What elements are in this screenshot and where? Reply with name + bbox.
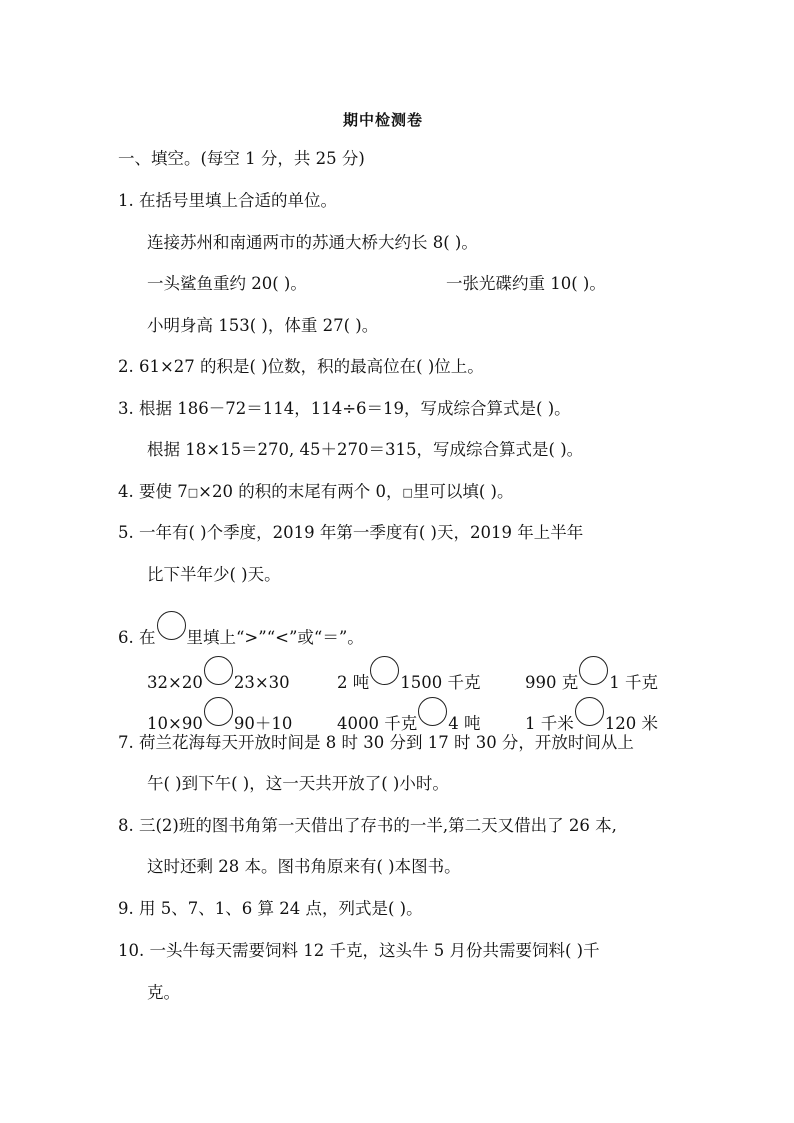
- answer-circle[interactable]: [204, 697, 233, 726]
- question-1-stem: 1. 在括号里填上合适的单位。: [118, 191, 337, 210]
- compare-left: 990 克: [525, 673, 579, 692]
- question-4-pre: 4. 要使 7: [118, 482, 188, 501]
- compare-left: 2 吨: [337, 673, 370, 692]
- question-10-line-b: 克。: [147, 983, 180, 1002]
- section-heading: 一、填空。(每空 1 分，共 25 分): [118, 149, 365, 168]
- question-5-line-b: 比下半年少( )天。: [147, 565, 281, 584]
- question-2: 2. 61×27 的积是( )位数，积的最高位在( )位上。: [118, 357, 484, 376]
- answer-circle[interactable]: [579, 656, 608, 685]
- question-6-post: 里填上“>”“<”或“＝”。: [186, 628, 364, 647]
- answer-circle[interactable]: [157, 611, 186, 640]
- answer-circle[interactable]: [575, 697, 604, 726]
- question-8-line-a: 8. 三(2)班的图书角第一天借出了存书的一半,第二天又借出了 26 本,: [118, 816, 617, 835]
- question-8-line-b: 这时还剩 28 本。图书角原来有( )本图书。: [147, 857, 461, 876]
- compare-left: 32×20: [147, 673, 203, 692]
- question-7-line-a: 7. 荷兰花海每天开放时间是 8 时 30 分到 17 时 30 分，开放时间从上: [118, 733, 634, 752]
- answer-circle[interactable]: [204, 656, 233, 685]
- compare-right: 120 米: [604, 714, 658, 733]
- compare-item: [147, 697, 292, 735]
- question-1-line-b2: 一张光碟约重 10( )。: [446, 274, 606, 293]
- question-10-line-a: 10. 一头牛每天需要饲料 12 千克，这头牛 5 月份共需要饲料( )千: [118, 941, 600, 960]
- question-1-line-a: 连接苏州和南通两市的苏通大桥大约长 8( )。: [147, 233, 478, 252]
- compare-item: [337, 656, 481, 694]
- compare-item: [147, 656, 290, 694]
- answer-circle[interactable]: [370, 656, 399, 685]
- blank-square-icon: □: [187, 486, 199, 499]
- compare-right: 90＋10: [233, 714, 293, 733]
- question-9: 9. 用 5、7、1、6 算 24 点，列式是( )。: [118, 899, 423, 918]
- compare-right: 4 吨: [448, 714, 481, 733]
- question-4-mid: ×20 的积的末尾有两个 0，: [198, 482, 403, 501]
- compare-item: [525, 697, 658, 735]
- compare-right: 23×30: [233, 673, 290, 692]
- compare-item: [525, 656, 658, 694]
- compare-left: 10×90: [147, 714, 203, 733]
- question-6-stem: [118, 611, 364, 649]
- question-4: [118, 481, 513, 504]
- question-7-line-b: 午( )到下午( )，这一天共开放了( )小时。: [147, 774, 449, 793]
- question-4-post: 里可以填( )。: [412, 482, 514, 501]
- compare-right: 1500 千克: [400, 673, 481, 692]
- compare-left: 1 千米: [525, 714, 574, 733]
- question-1-line-c: 小明身高 153( )，体重 27( )。: [147, 316, 379, 335]
- question-1-line-b1: 一头鲨鱼重约 20( )。: [147, 274, 307, 293]
- question-3-line-b: 根据 18×15＝270, 45＋270＝315，写成综合算式是( )。: [147, 440, 584, 459]
- question-5-line-a: 5. 一年有( )个季度，2019 年第一季度有( )天，2019 年上半年: [118, 523, 584, 542]
- blank-square-icon: □: [402, 486, 413, 499]
- page-title: 期中检测卷: [343, 111, 424, 129]
- question-6-pre: 6. 在: [118, 628, 156, 647]
- question-3-line-a: 3. 根据 186－72＝114，114÷6＝19，写成综合算式是( )。: [118, 399, 571, 418]
- compare-item: [337, 697, 481, 735]
- compare-right: 1 千克: [609, 673, 658, 692]
- compare-left: 4000 千克: [337, 714, 418, 733]
- answer-circle[interactable]: [418, 697, 447, 726]
